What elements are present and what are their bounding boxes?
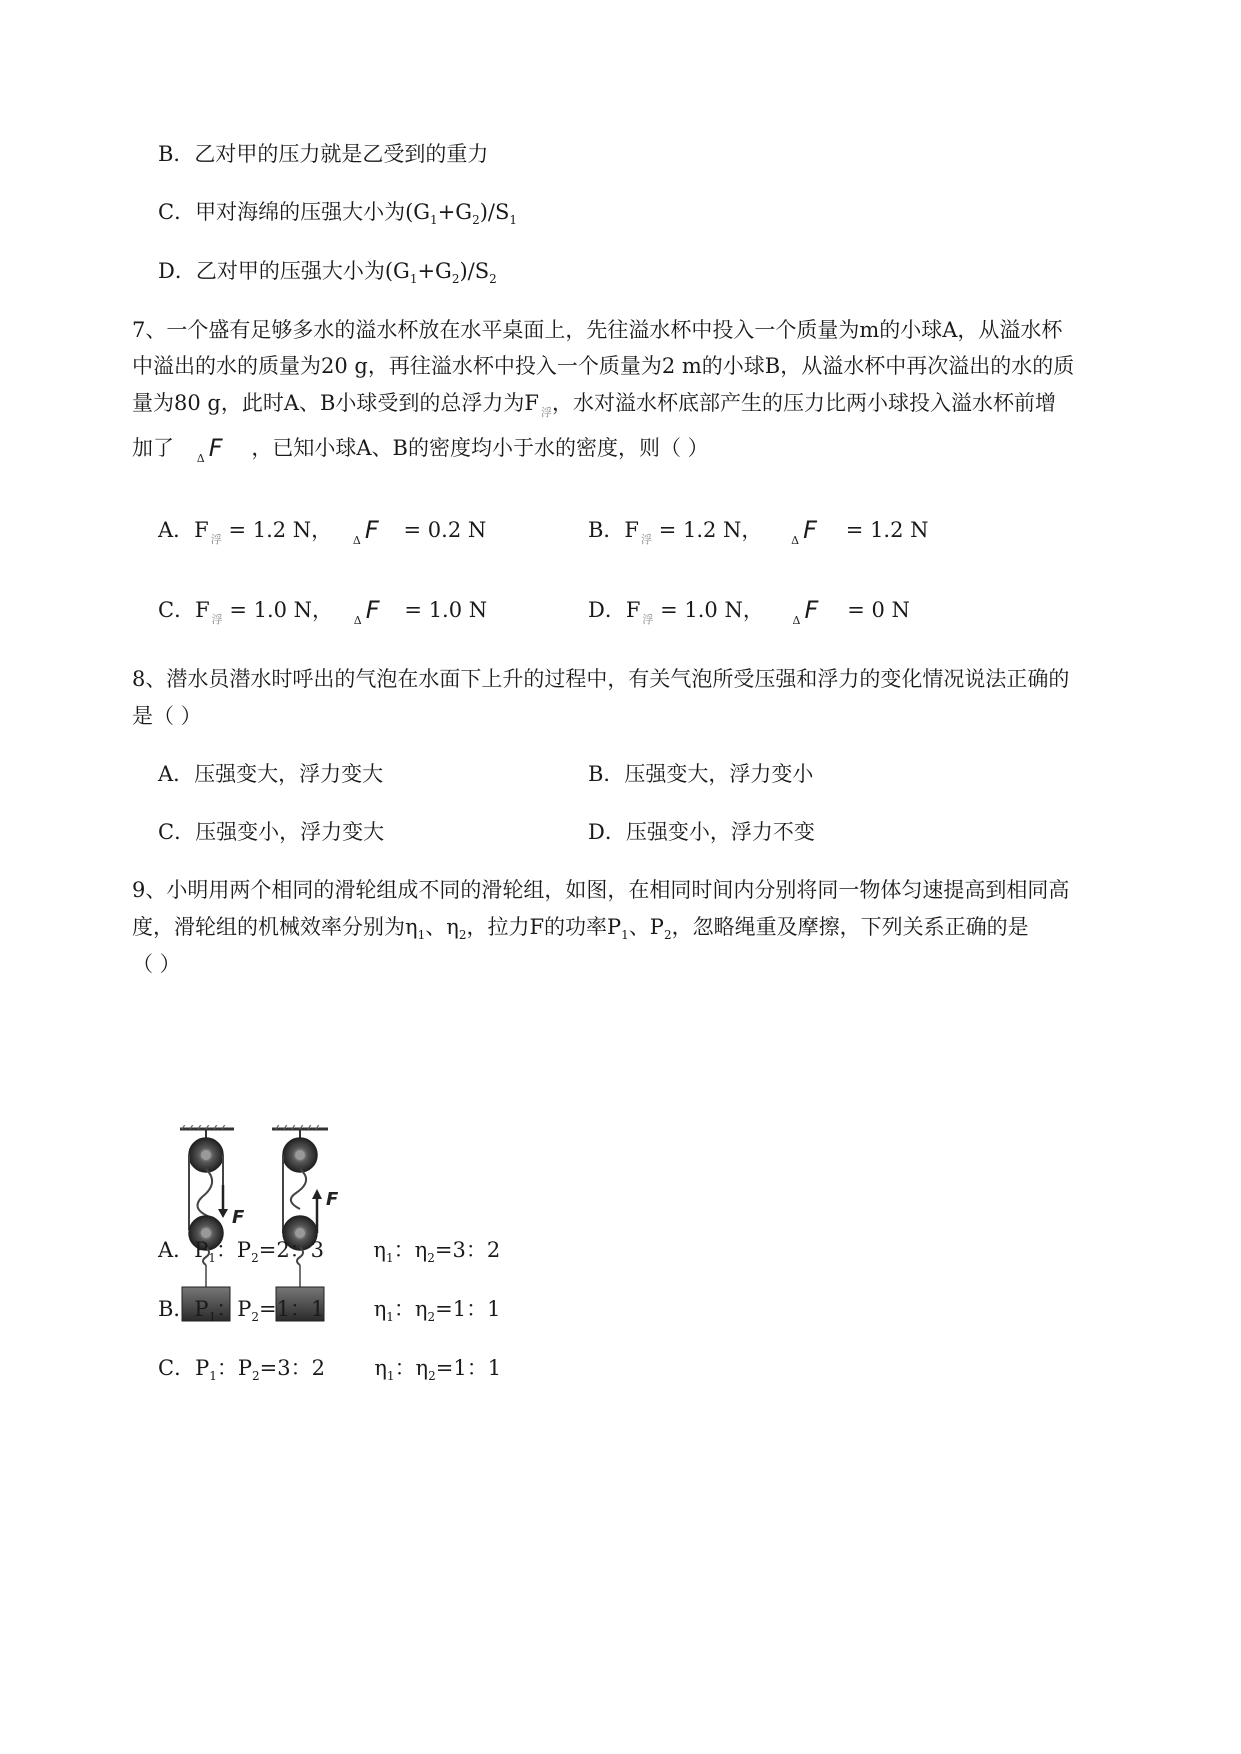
q7-line-1: 7、一个盛有足够多水的溢水杯放在水平桌面上，先往溢水杯中投入一个质量为m的小球A，从溢水杯 bbox=[132, 318, 1063, 342]
delta-f-symbol: Δ F bbox=[352, 515, 379, 547]
q9-line-1: 9、小明用两个相同的滑轮组成不同的滑轮组，如图，在相同时间内分别将同一物体匀速提高到相同高 bbox=[132, 878, 1070, 902]
q6-option-d: D．乙对甲的压强大小为$(G_1+G_2)/S_2$ bbox=[158, 259, 497, 286]
q9-line-3: （ ） bbox=[132, 952, 181, 976]
delta-f-symbol: Δ F bbox=[353, 595, 380, 627]
q8-line-1: 8、潜水员潜水时呼出的气泡在水面下上升的过程中，有关气泡所受压强和浮力的变化情况说法正确的 bbox=[132, 667, 1070, 691]
q7-line-2: 中溢出的水的质量为20 g，再往溢水杯中投入一个质量为2 m的小球B，从溢水杯中再次溢出的水的质 bbox=[132, 354, 1075, 378]
force-label-right: F bbox=[326, 1189, 339, 1210]
delta-f-symbol: Δ F bbox=[791, 515, 817, 547]
pulley-right bbox=[272, 1125, 339, 1321]
q7-option-c: C．F $_浮$ = 1.0 N， Δ F = 1.0 N bbox=[158, 595, 488, 627]
q7-line-4: 加了 Δ F ，已知小球A、B的密度均小于水的密度，则（ ） bbox=[132, 433, 709, 465]
force-label-left: F bbox=[232, 1207, 245, 1228]
q9-line-2: 度，滑轮组的机械效率分别为$\eta_1$、$\eta_2$，拉力F的功率$P_1$、$P_2$，忽略绳重及摩擦，下列关系正确的是 bbox=[132, 915, 1029, 942]
q9-option-b: B．$P_1$：$P_2=1$：1 $\eta_1$：$\eta_2=1$：1 bbox=[158, 1297, 501, 1324]
q8-option-b: B．压强变大，浮力变小 bbox=[588, 762, 814, 786]
q6-option-c: C．甲对海绵的压强大小为$(G_1+G_2)/S_1$ bbox=[158, 200, 517, 227]
q7-option-a: A．F $_浮$ = 1.2 N， Δ F = 0.2 N bbox=[158, 515, 487, 547]
q8-option-d: D．压强变小，浮力不变 bbox=[588, 820, 815, 844]
pulley-left bbox=[180, 1125, 245, 1321]
q8-line-2: 是（ ） bbox=[132, 704, 202, 728]
q9-option-c: C．$P_1$：$P_2=3$：2 $\eta_1$：$\eta_2=1$：1 bbox=[158, 1356, 502, 1383]
delta-f-symbol: Δ F bbox=[196, 433, 223, 465]
q8-option-a: A．压强变大，浮力变大 bbox=[158, 762, 384, 786]
q7-option-d: D．F $_浮$ = 1.0 N， Δ F = 0 N bbox=[588, 595, 910, 627]
q6-option-b: B．乙对甲的压力就是乙受到的重力 bbox=[158, 142, 489, 166]
q7-line-3: 量为80 g，此时A、B小球受到的总浮力为F $_浮$，水对溢水杯底部产生的压力比两小球投入溢水杯前增 bbox=[132, 391, 1057, 419]
q7-option-b: B．F $_浮$ = 1.2 N， Δ F = 1.2 N bbox=[588, 515, 929, 547]
delta-f-symbol: Δ F bbox=[792, 595, 819, 627]
q8-option-c: C．压强变小，浮力变大 bbox=[158, 820, 385, 844]
q9-option-a: A．$P_1$：$P_2=2$：3 $\eta_1$：$\eta_2=3$：2 bbox=[158, 1238, 501, 1265]
